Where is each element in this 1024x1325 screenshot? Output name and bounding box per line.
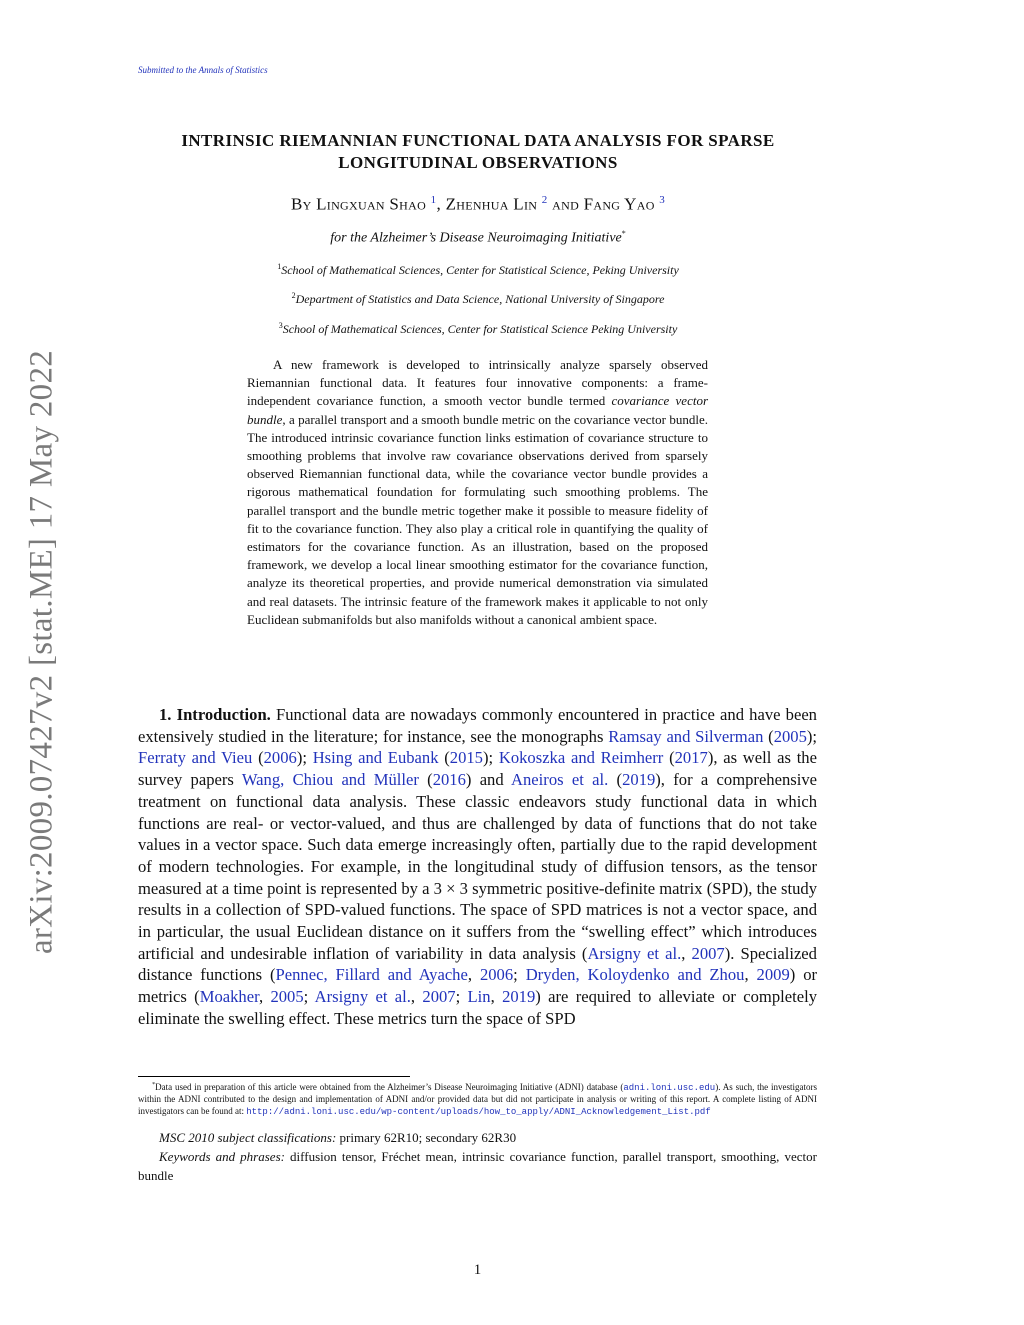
adni-acknowledgement-link[interactable]: http://adni.loni.usc.edu/wp-content/uploads/how_to_apply/ADNI_Acknowledgement_List.pdf bbox=[246, 1106, 711, 1117]
introduction-paragraph bbox=[138, 704, 817, 1030]
body-text: ( bbox=[663, 748, 675, 768]
affiliation-text: School of Mathematical Sciences, Center for Statistical Science, Peking University bbox=[281, 263, 679, 277]
author-1-affiliation-link[interactable]: 1 bbox=[430, 194, 437, 206]
abstract-text: A new framework is developed to intrinsically analyze sparsely observed Riemannian functional data. It features four innovative components: a frame-independent covariance function, a smooth vector bundle termed bbox=[247, 357, 708, 409]
and-label: and bbox=[547, 194, 584, 214]
by-label: By bbox=[290, 194, 317, 214]
citation-year-link[interactable]: 2015 bbox=[449, 748, 483, 768]
affiliation-2 bbox=[138, 291, 818, 307]
citation-link[interactable]: Moakher bbox=[199, 987, 259, 1007]
author-1: Lingxuan Shao bbox=[316, 194, 427, 214]
affiliation-text: Department of Statistics and Data Science, National University of Singapore bbox=[295, 292, 665, 306]
citation-year-link[interactable]: 2005 bbox=[773, 726, 807, 746]
abstract-emphasis: covariance vector bundle bbox=[247, 393, 709, 427]
body-text: ) are required to alleviate or completely eliminate the swelling effect. These metrics turn the space of SPD bbox=[138, 987, 817, 1028]
section-heading: 1. Introduction. bbox=[159, 705, 271, 724]
citation-link[interactable]: Pennec, Fillard and Ayache bbox=[275, 965, 468, 985]
arxiv-id: arXiv:2009.07427v2 [stat.ME] 17 May 2022 bbox=[23, 349, 60, 955]
affiliation-number: 2 bbox=[291, 291, 296, 300]
body-text: ), for a comprehensive treatment on functional data analysis. These classic endeavors study functional data in which functions are real- or vector-valued, and thus are challenged by data of functions that do not take values in a vector space. Such data emerge increasingly often, partially due to the rapid development of modern technologies. For example, in the longitudinal study of diffusion tensors, as the tensor measured at a time point is represented by a 3 × 3 symmetric positive-definite matrix (SPD), the study results in a collection of SPD-valued functions. The space of SPD matrices is not a vector space, and in particular, the usual Euclidean distance on it suffers from the “swelling effect” which introduces artificial and undesirable inflation of variability in data analysis ( bbox=[138, 770, 817, 963]
abstract bbox=[247, 356, 708, 629]
body-text: ( bbox=[438, 748, 450, 768]
citation-link[interactable]: Ferraty and Vieu bbox=[138, 748, 253, 768]
author-list bbox=[138, 194, 818, 215]
citation-link[interactable]: Ramsay and Silverman bbox=[608, 726, 764, 746]
body-text: ); bbox=[482, 748, 499, 768]
author-separator: , bbox=[436, 194, 446, 214]
footnote-marker[interactable]: * bbox=[621, 229, 626, 238]
citation-year-link[interactable]: 2016 bbox=[432, 770, 466, 790]
author-2-affiliation-link[interactable]: 2 bbox=[541, 194, 548, 206]
body-text: ; bbox=[455, 987, 468, 1007]
citation-year-link[interactable]: 2009 bbox=[756, 965, 790, 985]
abstract-text: , a parallel transport and a smooth bundle metric on the covariance vector bundle. The introduced intrinsic covariance function links estimation of covariance structure to smoothing problems that involve raw covariance observations derived from sparsely observed Riemannian functional data, while the covariance vector bundle provides a rigorous mathematical foundation for formulating such smoothing problems. The parallel transport and the bundle metric together make it possible to measure fidelity of fit to the covariance function. They also play a critical role in quantifying the quality of estimators for the covariance function. As an illustration, based on the proposed framework, we develop a local linear smoothing estimator for the covariance function, analyze its theoretical properties, and provide numerical demonstration via simulated and real datasets. The intrinsic feature of the framework makes it applicable to not only Euclidean submanifolds but also manifolds without a canonical ambient space. bbox=[247, 411, 708, 627]
footnote-text: Data used in preparation of this article were obtained from the Alzheimer’s Disease Neuroimaging Initiative (ADNI) database ( bbox=[155, 1082, 624, 1092]
footnote-text: ). As such, the investigators within the ADNI contributed to the design and implementation of ADNI and/or provided data but did not participate in analysis or writing of this report. A complete listing of ADNI investigators can be found at: bbox=[138, 1082, 817, 1116]
msc-classification bbox=[159, 1130, 516, 1146]
title-line-2: LONGITUDINAL OBSERVATIONS bbox=[338, 153, 618, 172]
consortium-text: for the Alzheimer’s Disease Neuroimaging Initiative bbox=[330, 230, 622, 246]
footnote-divider bbox=[138, 1076, 410, 1077]
adni-url-link[interactable]: adni.loni.usc.edu bbox=[623, 1083, 716, 1093]
author-3: Fang Yao bbox=[583, 194, 655, 214]
affiliation-text: School of Mathematical Sciences, Center for Statistical Science Peking University bbox=[282, 322, 678, 336]
keywords-text: diffusion tensor, Fréchet mean, intrinsic covariance function, parallel transport, smoothing, vector bundle bbox=[138, 1149, 817, 1183]
footnote-mark: * bbox=[152, 1082, 156, 1088]
keywords bbox=[138, 1148, 817, 1185]
citation-link[interactable]: Arsigny et al. bbox=[314, 987, 411, 1007]
body-text: , bbox=[490, 987, 503, 1007]
body-text: , bbox=[410, 987, 423, 1007]
body-text: ) and bbox=[465, 770, 512, 790]
body-text: ( bbox=[252, 748, 264, 768]
footnote bbox=[138, 1080, 817, 1118]
citation-year-link[interactable]: 2007 bbox=[691, 943, 725, 963]
body-text: ); bbox=[296, 748, 313, 768]
body-text: ; bbox=[513, 965, 526, 985]
author-3-affiliation-link[interactable]: 3 bbox=[659, 194, 666, 206]
body-text: ); bbox=[806, 726, 818, 746]
citation-year-link[interactable]: 2005 bbox=[270, 987, 304, 1007]
body-text: , bbox=[467, 965, 480, 985]
affiliation-3 bbox=[138, 321, 818, 337]
affiliation-1 bbox=[138, 262, 818, 278]
citation-link[interactable]: Kokoszka and Reimherr bbox=[498, 748, 664, 768]
msc-text: primary 62R10; secondary 62R30 bbox=[336, 1130, 517, 1145]
body-text: ) or metrics ( bbox=[138, 965, 818, 1007]
citation-link[interactable]: Lin bbox=[467, 987, 491, 1007]
introduction-section bbox=[138, 704, 817, 1030]
journal-header: Submitted to the Annals of Statistics bbox=[138, 65, 268, 75]
body-text: , bbox=[681, 943, 692, 963]
affiliation-number: 3 bbox=[278, 321, 283, 330]
body-text: ( bbox=[608, 770, 623, 790]
citation-link[interactable]: Arsigny et al. bbox=[587, 943, 682, 963]
page-number: 1 bbox=[473, 1262, 482, 1278]
citation-link[interactable]: Aneiros et al. bbox=[511, 770, 609, 790]
citation-year-link[interactable]: 2019 bbox=[622, 770, 656, 790]
citation-year-link[interactable]: 2006 bbox=[479, 965, 514, 985]
citation-link[interactable]: Wang, Chiou and Müller bbox=[241, 770, 419, 790]
body-text: Functional data are nowadays commonly encountered in practice and have been extensively studied in the literature; for instance, see the monographs bbox=[138, 705, 817, 746]
body-text: ( bbox=[418, 770, 433, 790]
paper-title bbox=[138, 130, 818, 174]
citation-link[interactable]: Hsing and Eubank bbox=[312, 748, 439, 768]
citation-year-link[interactable]: 2017 bbox=[674, 748, 708, 768]
consortium-line bbox=[138, 229, 818, 247]
body-text: , bbox=[258, 987, 271, 1007]
keywords-label: Keywords and phrases: bbox=[159, 1149, 285, 1164]
msc-label: MSC 2010 subject classifications: bbox=[159, 1130, 337, 1145]
body-text: ; bbox=[303, 987, 315, 1007]
title-line-1: INTRINSIC RIEMANNIAN FUNCTIONAL DATA ANALYSIS FOR SPARSE bbox=[181, 131, 775, 150]
body-text: , bbox=[744, 965, 757, 985]
author-2: Zhenhua Lin bbox=[445, 194, 538, 214]
body-text: ), as well as the survey papers bbox=[138, 748, 817, 790]
body-text: ). Specialized distance functions ( bbox=[138, 943, 817, 985]
affiliation-number: 1 bbox=[277, 262, 282, 271]
body-text: ( bbox=[763, 726, 774, 746]
citation-year-link[interactable]: 2007 bbox=[422, 987, 456, 1007]
abstract-paragraph bbox=[247, 356, 708, 629]
citation-year-link[interactable]: 2006 bbox=[263, 748, 297, 768]
citation-link[interactable]: Dryden, Koloydenko and Zhou bbox=[525, 965, 745, 985]
citation-year-link[interactable]: 2019 bbox=[502, 987, 536, 1007]
